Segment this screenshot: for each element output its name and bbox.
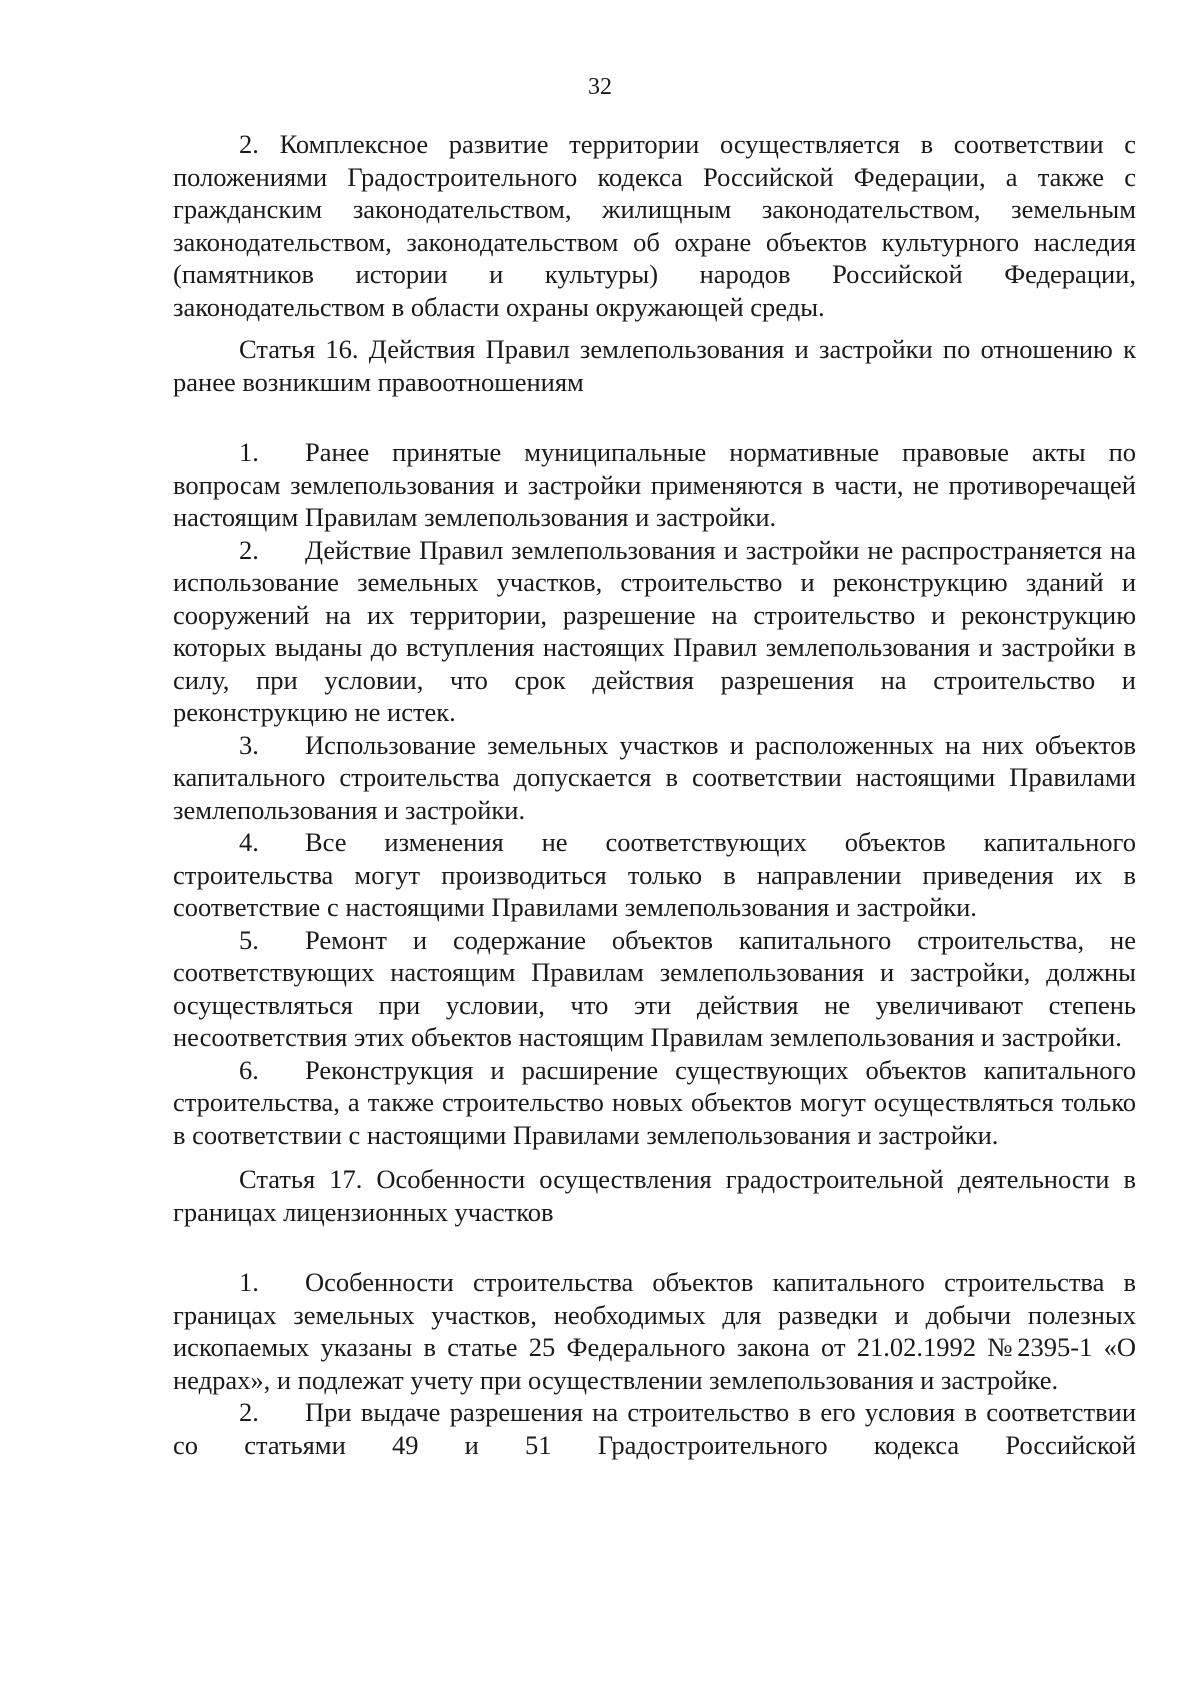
item-number: 5. [239, 924, 259, 955]
article-16-item-4 [173, 826, 1136, 924]
item-number: 4. [239, 827, 259, 857]
article-16-item-6 [173, 1054, 1136, 1152]
article-16-item-1 [173, 436, 1136, 534]
item-text: Действие Правил землепользования и застройки не распространяется на использование земельных участков, строительство и реконструкцию зданий и сооружений на их территории, разрешение на строительство и реконструкцию которых выданы до вступления настоящих Правил землепользования и застройки в силу, при условии, что срок действия разрешения на строительство и реконструкцию не истек. [173, 534, 1136, 727]
article-17-item-1 [173, 1266, 1136, 1396]
article-17-item-2 [173, 1396, 1136, 1461]
item-number: 6. [239, 1054, 259, 1085]
article-16-item-3 [173, 729, 1136, 827]
article-17-items [173, 1266, 1136, 1461]
article-16-item-5 [173, 924, 1136, 1054]
article-16-item-2 [173, 534, 1136, 729]
item-text: Все изменения не соответствующих объектов капитального строительства могут производиться только в направлении приведения их в соответствие с настоящими Правилами землепользования и застройки. [173, 827, 1136, 922]
item-number: 1. [239, 437, 259, 467]
item-number: 1. [239, 1267, 259, 1297]
item-text: Особенности строительства объектов капитального строительства в границах земельных участков, необходимых для разведки и добычи полезных ископаемых указаны в статье 25 Федерального закона от 21.02.1992 №2395-1 «О недрах», и подлежат учету при осуществлении землепользования и застройке. [173, 1267, 1136, 1395]
article-17-heading: Статья 17. Особенности осуществления градостроительной деятельности в границах лицензионных участков [173, 1164, 1136, 1227]
item-text: Реконструкция и расширение существующих объектов капитального строительства, а также строительство новых объектов могут осуществляться только в соответствии с настоящими Правилами землепользования и застройки. [173, 1054, 1136, 1150]
page-number: 32 [588, 74, 612, 100]
item-number: 2. [239, 534, 259, 565]
article-16-heading: Статья 16. Действия Правил землепользования и застройки по отношению к ранее возникшим правоотношениям [173, 334, 1136, 397]
item-text: При выдаче разрешения на строительство в его условия в соответствии со статьями 49 и 51 Градостроительного кодекса Российской [173, 1397, 1136, 1460]
document-body [173, 128, 1136, 1461]
item-text: Использование земельных участков и расположенных на них объектов капитального строительства допускается в соответствии настоящими Правилами землепользования и застройки. [173, 729, 1136, 825]
item-number: 2. [239, 1397, 259, 1427]
item-text: Ранее принятые муниципальные нормативные правовые акты по вопросам землепользования и застройки применяются в части, не противоречащей настоящим Правилам землепользования и застройки. [173, 437, 1136, 532]
item-text: Ремонт и содержание объектов капитального строительства, не соответствующих настоящим Правилам землепользования и застройки, должны осуществляться при условии, что эти действия не увеличивают степень несоответствия этих объектов настоящим Правилам землепользования и застройки. [173, 924, 1136, 1052]
item-number: 3. [239, 729, 259, 760]
intro-paragraph: 2. Комплексное развитие территории осуществляется в соответствии с положениями Градостроительного кодекса Российской Федерации, а также с гражданским законодательством, жилищным законодательством, земельным законодательством, законодательством об охране объектов культурного наследия (памятников истории и культуры) народов Российской Федерации, законодательством в области охраны окружающей среды. [173, 129, 1136, 322]
article-16-items [173, 436, 1136, 1151]
